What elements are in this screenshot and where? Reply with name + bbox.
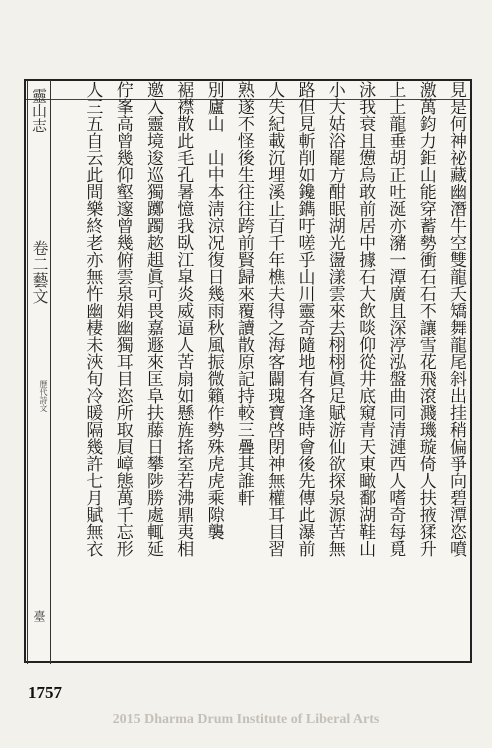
footer-watermark: 2015 Dharma Drum Institute of Liberal Arts	[112, 712, 380, 727]
text-column: 熟遂不怪後生往往跨前賢歸來覆讀散原記持較三疊其誰軒	[233, 81, 254, 506]
text-column: 路但見斬削如鑱鐫吁嗟乎山川靈奇隨地有各逢時會後先傳此瀑前	[294, 81, 315, 557]
text-column: 人失紀載沉埋溪止百千年樵夫得之海客闢瑰寶啓閉神無權耳目習	[264, 81, 285, 557]
section-note: 歷代詩文	[39, 380, 48, 412]
text-column: 別廬山 山中本淸涼况復日幾雨秋風振微籟作勢殊虎虎乘隙襲	[203, 81, 224, 540]
text-column: 小大姑浴罷方酣眠湖光盪漾雲來去栩栩眞足賦游仙欲探泉源苦無	[324, 81, 345, 557]
page-number: 1757	[28, 683, 62, 702]
header-column	[27, 80, 51, 664]
book-title: 靈山志	[30, 88, 48, 133]
side-mark: 臺	[32, 610, 46, 622]
volume-title: 卷二藝文	[30, 240, 49, 304]
text-column: 邀入靈境逡巡獨躑躅趑趄眞可畏嘉遯來匡阜扶藤日攀陟勝處輒延	[143, 81, 163, 557]
text-column: 泳我衰且憊烏敢前居中據石大飲啖仰從井底窺青天東瞰鄱湖鞋山	[355, 81, 376, 557]
text-column: 見是何神祕藏幽潛牛空雙龍夭矯舞龍尾斜出挂稍偏爭向碧潭恣噴	[446, 81, 466, 557]
text-column: 人三五自云此間樂終老亦無忤幽棲未浹旬冷暖隔幾許七月賦無衣	[82, 81, 103, 557]
text-column: 裾襟散此毛孔暑憶我臥江皐炎威逼人苦扇如懸旌搖室若沸鼎夷相	[173, 81, 194, 557]
text-column: 激萬鈞力鉅山能穿蓄勢衝石石不讓雪花飛滾濺璣璇倚人扶掖猱升	[415, 81, 436, 557]
text-column: 佇峯高曾幾仰壑邃曾幾俯雲泉娟幽獨耳目恣所取屓嶂態萬千忘形	[112, 81, 133, 557]
text-column: 上上龍垂胡正吐涎亦瀦一潭廣且深渟泓盤曲同清漣西人嗜奇每覓	[385, 81, 406, 557]
